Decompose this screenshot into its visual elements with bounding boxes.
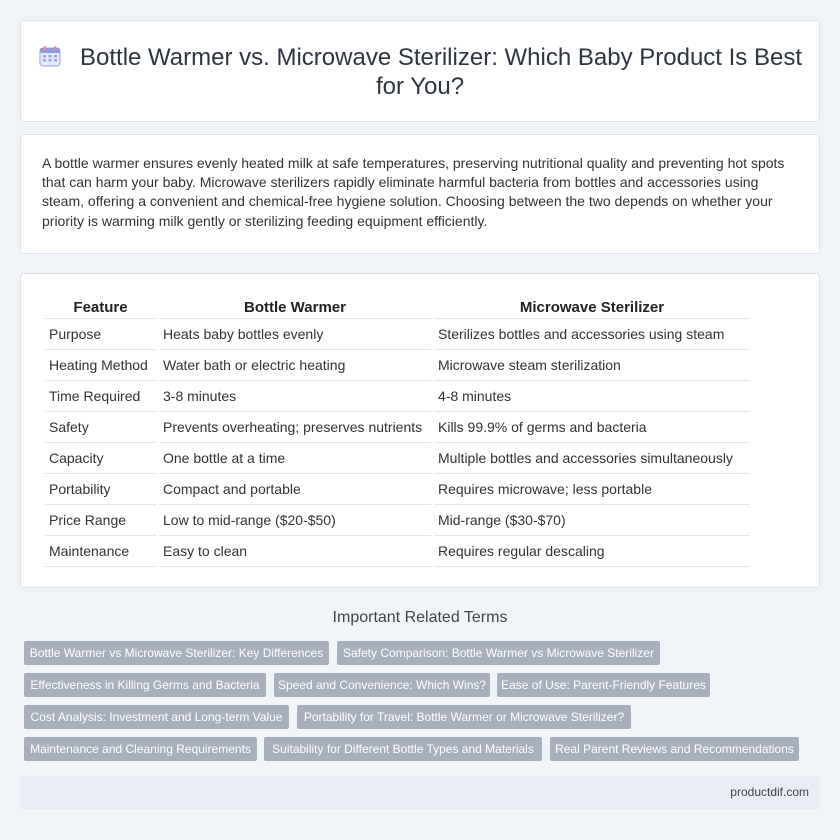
- related-tag-speed-convenience[interactable]: Speed and Convenience: Which Wins?: [274, 673, 490, 697]
- table-row: [45, 443, 750, 474]
- cell-bottle-warmer: 3-8 minutes: [159, 381, 431, 412]
- calendar-icon: [38, 44, 62, 68]
- cell-bottle-warmer: Compact and portable: [159, 474, 431, 505]
- footer-site-link[interactable]: productdif.com: [730, 785, 809, 799]
- cell-bottle-warmer: Easy to clean: [159, 536, 431, 567]
- table-row: [45, 319, 750, 350]
- cell-bottle-warmer: Water bath or electric heating: [159, 350, 431, 381]
- cell-feature: Heating Method: [45, 350, 156, 381]
- related-tag-ease-of-use[interactable]: Ease of Use: Parent-Friendly Features: [497, 673, 710, 697]
- cell-bottle-warmer: Heats baby bottles evenly: [159, 319, 431, 350]
- table-row: [45, 505, 750, 536]
- title-card: [20, 20, 820, 122]
- comparison-card: [20, 273, 820, 588]
- table-row: [45, 381, 750, 412]
- cell-bottle-warmer: Prevents overheating; preserves nutrients: [159, 412, 431, 443]
- cell-microwave-sterilizer: Kills 99.9% of germs and bacteria: [434, 412, 750, 443]
- cell-feature: Portability: [45, 474, 156, 505]
- cell-bottle-warmer: One bottle at a time: [159, 443, 431, 474]
- related-tag-germ-effectiveness[interactable]: Effectiveness in Killing Germs and Bacteria: [24, 673, 266, 697]
- cell-microwave-sterilizer: Sterilizes bottles and accessories using steam: [434, 319, 750, 350]
- page-title: Bottle Warmer vs. Microwave Sterilizer: Which Baby Product Is Best for You?: [80, 44, 802, 100]
- cell-microwave-sterilizer: Microwave steam sterilization: [434, 350, 750, 381]
- cell-bottle-warmer: Low to mid-range ($20-$50): [159, 505, 431, 536]
- cell-microwave-sterilizer: Requires microwave; less portable: [434, 474, 750, 505]
- related-tag-parent-reviews[interactable]: Real Parent Reviews and Recommendations: [550, 737, 799, 761]
- footer: [20, 776, 820, 809]
- cell-feature: Maintenance: [45, 536, 156, 567]
- related-tag-maintenance-cleaning[interactable]: Maintenance and Cleaning Requirements: [24, 737, 257, 761]
- related-tag-cost-analysis[interactable]: Cost Analysis: Investment and Long-term Value: [24, 705, 289, 729]
- intro-card: [20, 134, 820, 254]
- cell-feature: Time Required: [45, 381, 156, 412]
- cell-microwave-sterilizer: 4-8 minutes: [434, 381, 750, 412]
- table-row: [45, 474, 750, 505]
- table-row: [45, 350, 750, 381]
- cell-microwave-sterilizer: Multiple bottles and accessories simultaneously: [434, 443, 750, 474]
- cell-feature: Safety: [45, 412, 156, 443]
- header-bottle-warmer: Bottle Warmer: [159, 293, 431, 319]
- header-feature: Feature: [45, 293, 156, 319]
- cell-feature: Price Range: [45, 505, 156, 536]
- related-tag-bottle-types[interactable]: Suitability for Different Bottle Types and Materials: [264, 737, 542, 761]
- cell-microwave-sterilizer: Requires regular descaling: [434, 536, 750, 567]
- related-tag-key-differences[interactable]: Bottle Warmer vs Microwave Sterilizer: Key Differences: [24, 641, 329, 665]
- related-terms-heading: Important Related Terms: [332, 609, 508, 626]
- related-tag-portability-travel[interactable]: Portability for Travel: Bottle Warmer or Microwave Sterilizer?: [297, 705, 631, 729]
- table-header-row: [45, 293, 750, 319]
- table-row: [45, 412, 750, 443]
- intro-text: A bottle warmer ensures evenly heated milk at safe temperatures, preserving nutritional quality and preventing hot spots that can harm your baby. Microwave sterilizers rapidly eliminate harmful bacteria from bottles and accessories using steam, offering a convenient and chemical-free hygiene solution. Choosing between the two depends on whether your priority is warming milk gently or sterilizing feeding equipment efficiently.: [42, 155, 785, 229]
- header-microwave-sterilizer: Microwave Sterilizer: [434, 293, 750, 319]
- comparison-table: [42, 293, 753, 567]
- table-row: [45, 536, 750, 567]
- cell-feature: Purpose: [45, 319, 156, 350]
- related-tag-safety-comparison[interactable]: Safety Comparison: Bottle Warmer vs Microwave Sterilizer: [337, 641, 660, 665]
- cell-feature: Capacity: [45, 443, 156, 474]
- title-wrap: [21, 43, 819, 101]
- cell-microwave-sterilizer: Mid-range ($30-$70): [434, 505, 750, 536]
